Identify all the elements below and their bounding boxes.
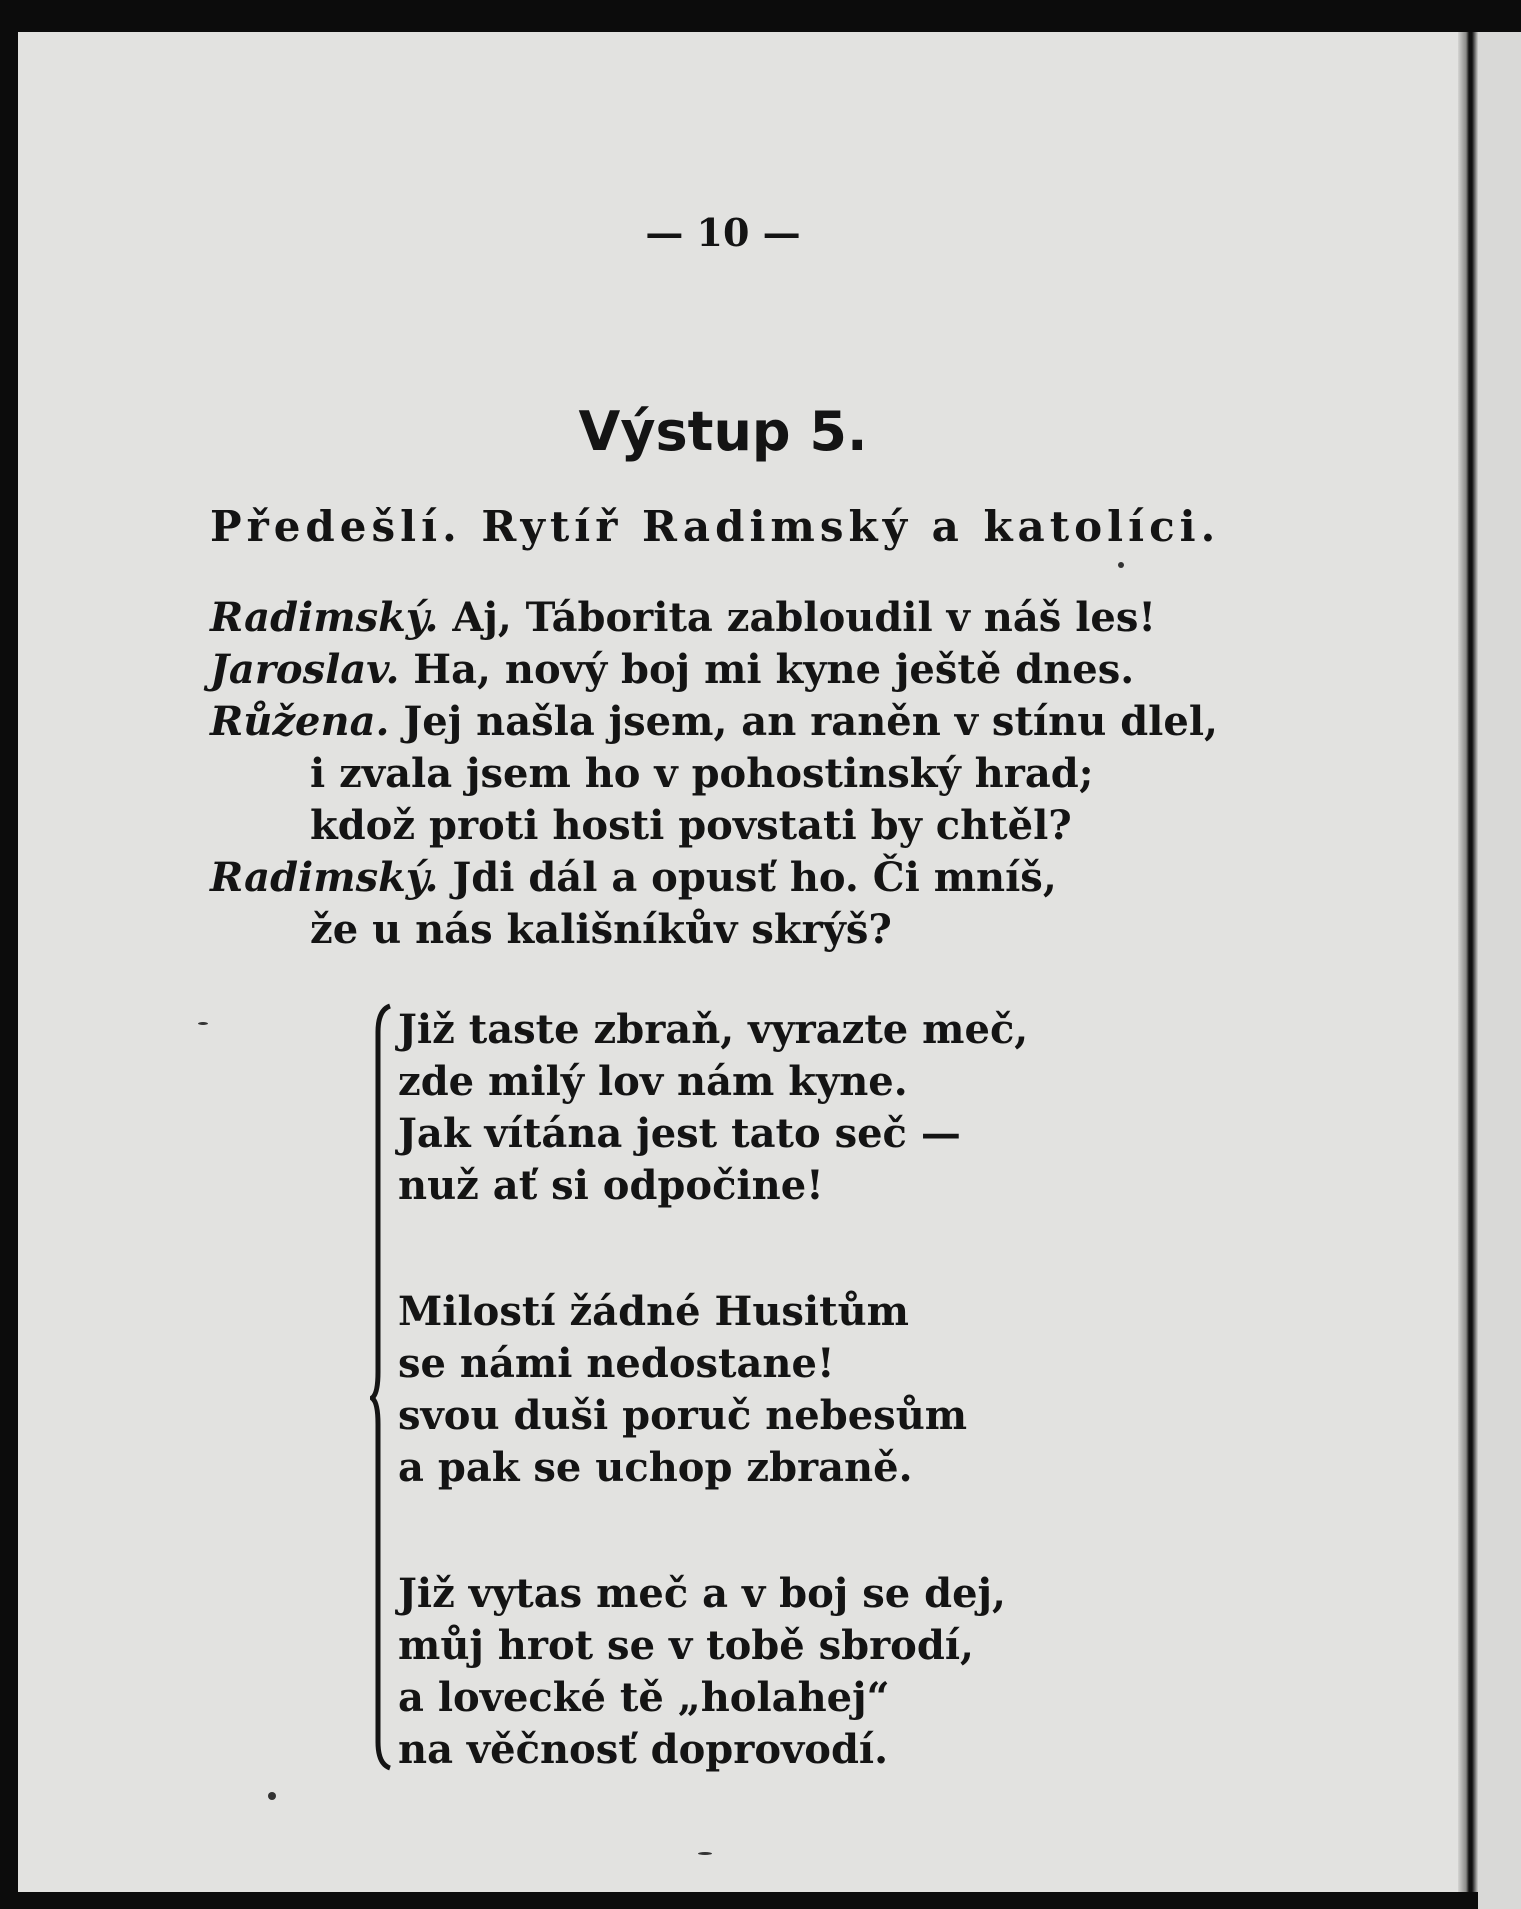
song-line: zde milý lov nám kyne. xyxy=(398,1058,908,1105)
adjacent-page-edge xyxy=(1478,32,1521,1909)
page-spine-shadow xyxy=(1458,32,1478,1892)
song-brace xyxy=(370,1002,394,1772)
dialogue-text: Jej našla jsem, an raněn v stínu dlel, xyxy=(389,698,1218,745)
dialogue-line xyxy=(210,800,1218,852)
scene-title: Výstup 5. xyxy=(578,400,868,463)
paper-speck xyxy=(698,1852,712,1855)
dialogue-line xyxy=(210,592,1218,644)
dialogue-line xyxy=(210,644,1218,696)
page-number: — 10 — xyxy=(645,210,801,255)
dialogue-line xyxy=(210,904,1218,956)
book-page xyxy=(18,32,1478,1892)
song-line: Již vytas meč a v boj se dej, xyxy=(398,1570,1006,1617)
song-line: na věčnosť doprovodí. xyxy=(398,1726,889,1773)
song-line: svou duši poruč nebesům xyxy=(398,1392,968,1439)
song-line: Již taste zbraň, vyrazte meč, xyxy=(398,1006,1029,1053)
speaker-name: Růžena. xyxy=(210,698,390,745)
paper-speck xyxy=(198,1022,208,1025)
song-block xyxy=(398,1004,1028,1776)
dialogue-text: kdož proti hosti povstati by chtěl? xyxy=(310,802,1072,849)
song-line: Milostí žádné Husitům xyxy=(398,1288,909,1335)
speaker-name: Radimský. xyxy=(210,594,439,641)
speaker-name: Jaroslav. xyxy=(210,646,400,693)
paper-speck xyxy=(268,1792,276,1800)
dialogue-text: Aj, Táborita zabloudil v náš les! xyxy=(438,594,1156,641)
song-line: můj hrot se v tobě sbrodí, xyxy=(398,1622,974,1669)
dialogue-text: Ha, nový boj mi kyne ještě dnes. xyxy=(399,646,1135,693)
stanza-gap xyxy=(398,1212,1028,1286)
paper-speck xyxy=(1118,562,1124,568)
dialogue-text: i zvala jsem ho v pohostinský hrad; xyxy=(310,750,1094,797)
stanza-gap xyxy=(398,1494,1028,1568)
song-line: a pak se uchop zbraně. xyxy=(398,1444,913,1491)
song-line: se námi nedostane! xyxy=(398,1340,835,1387)
dialogue-text: Jdi dál a opusť ho. Či mníš, xyxy=(438,854,1057,901)
cast-list: Předešlí. Rytíř Radimský a katolíci. xyxy=(210,502,1221,551)
speaker-name: Radimský. xyxy=(210,854,439,901)
dialogue-line xyxy=(210,748,1218,800)
dialogue-text: že u nás kališníkův skrýš? xyxy=(310,906,892,953)
dialogue-line xyxy=(210,852,1218,904)
dialogue-line xyxy=(210,696,1218,748)
song-line: Jak vítána jest tato seč — xyxy=(398,1110,961,1157)
song-line: a lovecké tě „holahej“ xyxy=(398,1674,890,1721)
song-line: nuž ať si odpočine! xyxy=(398,1162,824,1209)
dialogue-block xyxy=(210,592,1218,956)
